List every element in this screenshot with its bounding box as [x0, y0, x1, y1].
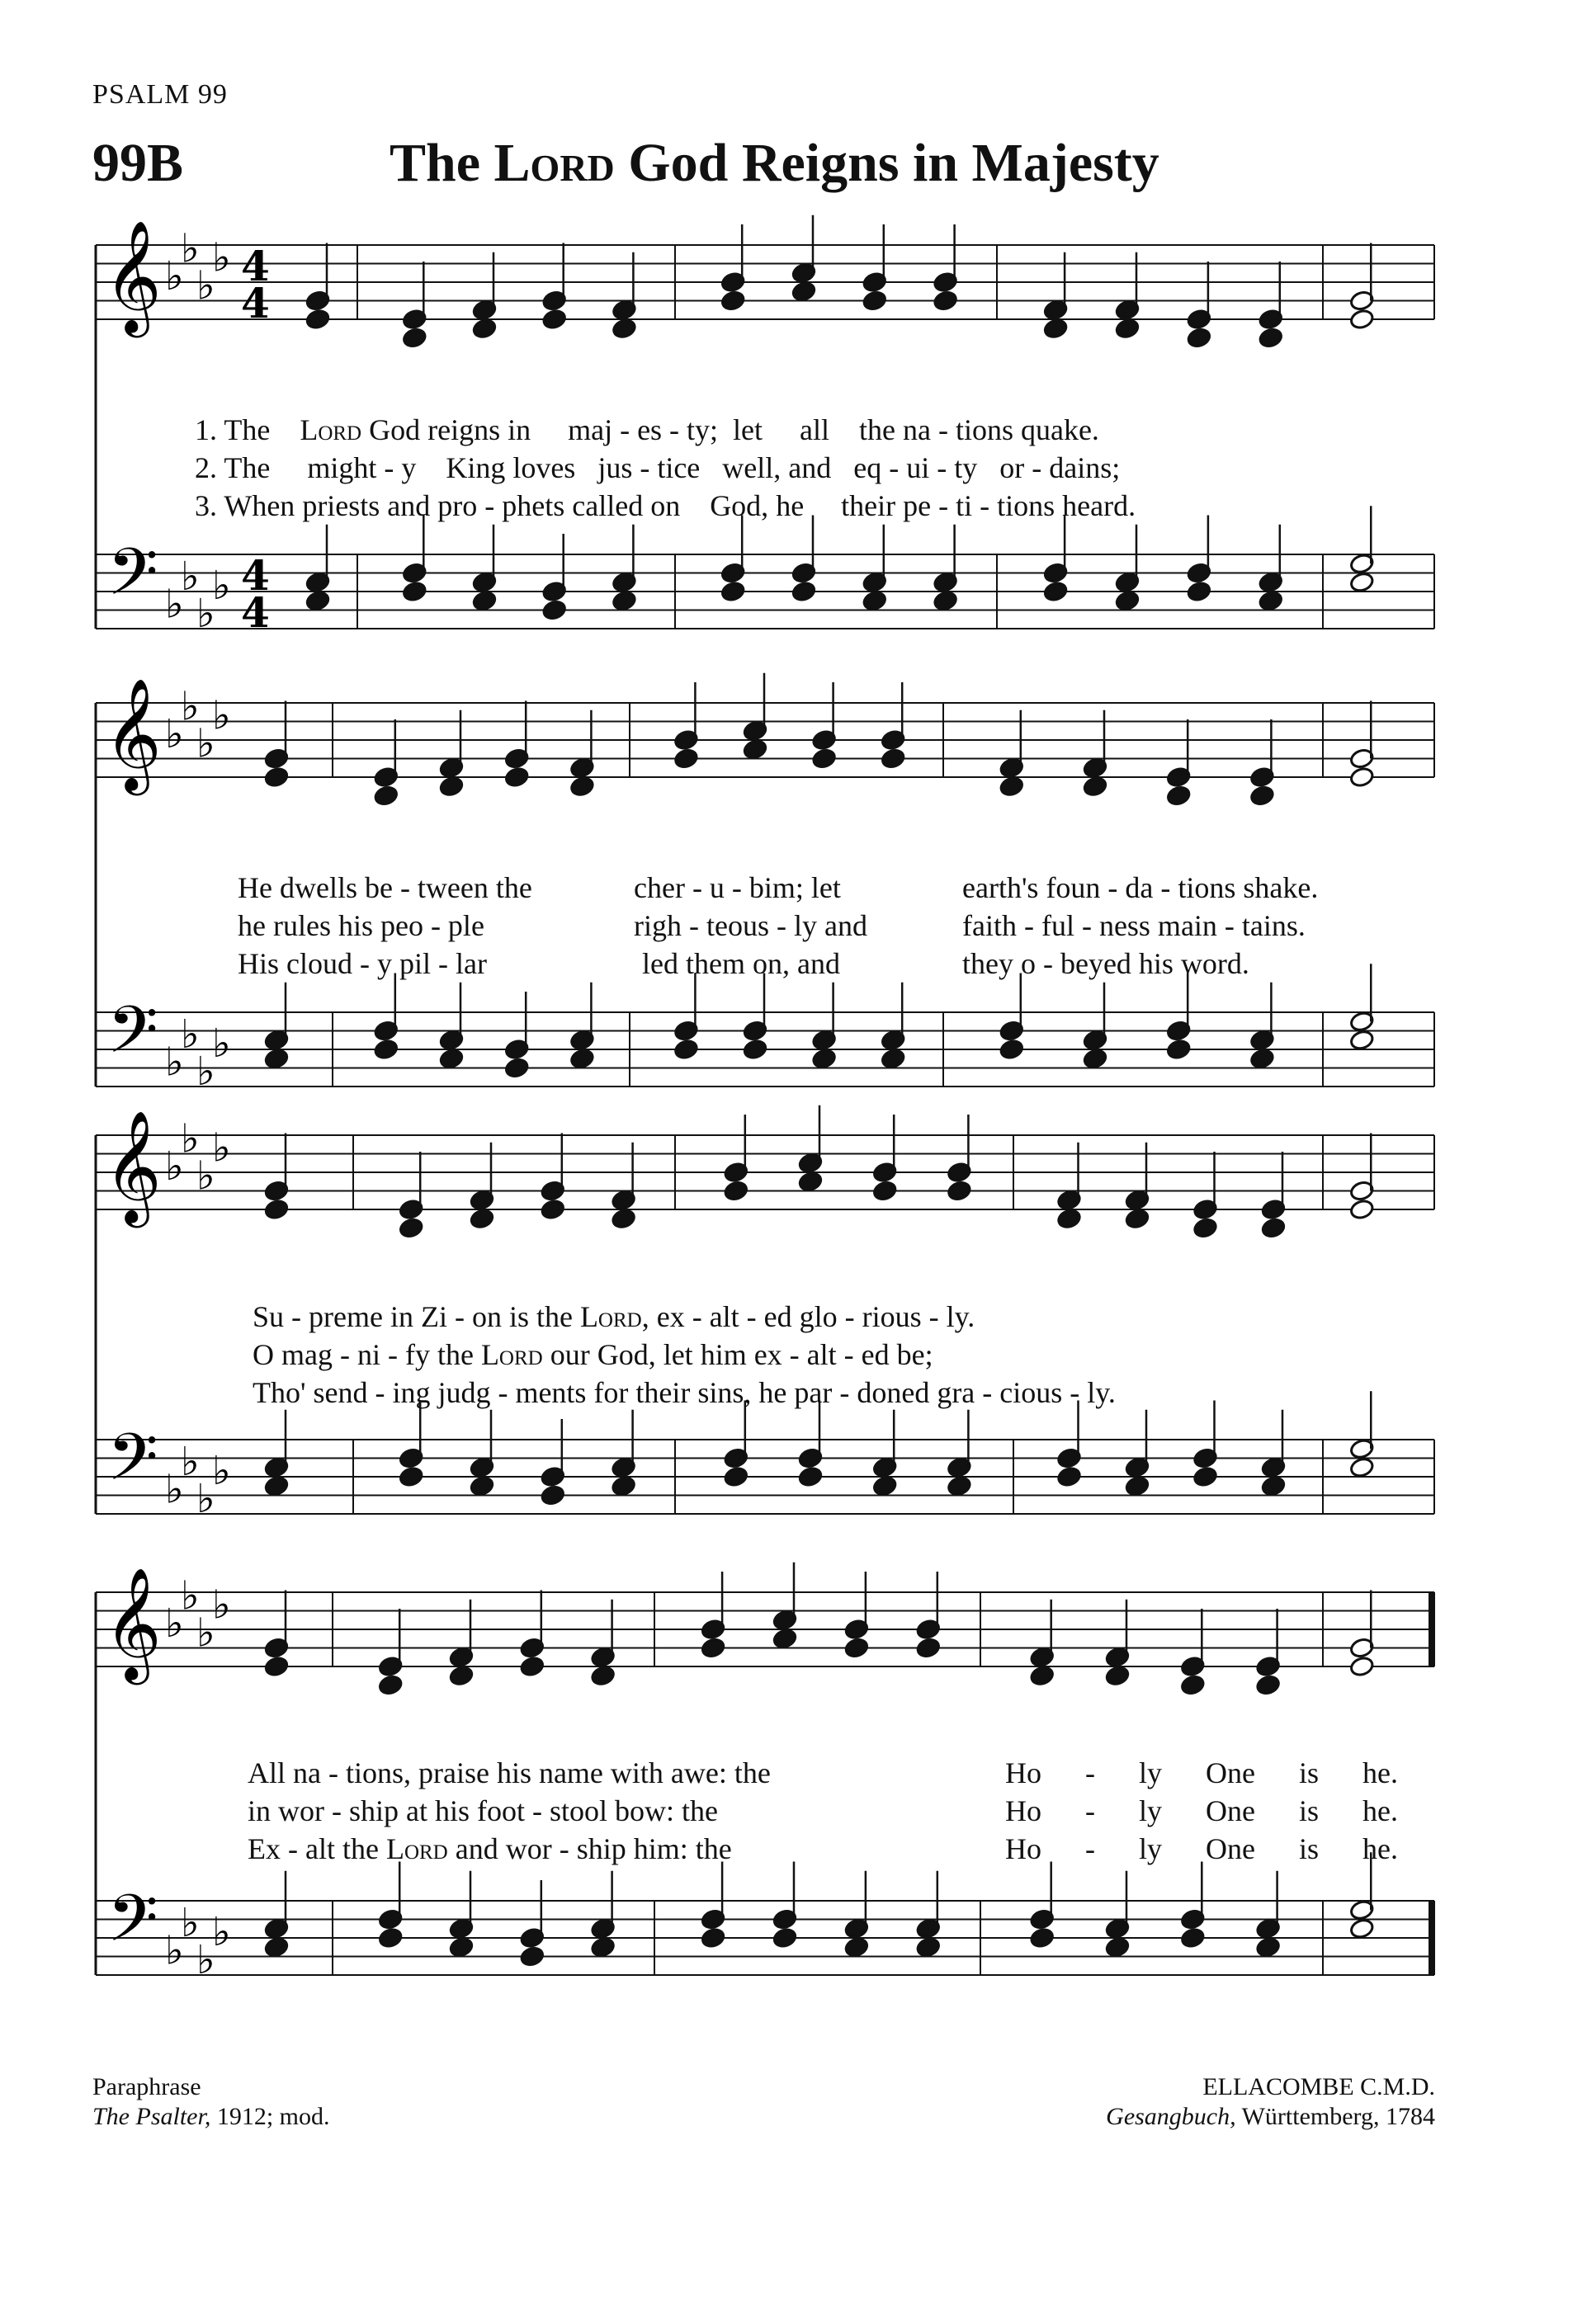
flat-sign: ♭ — [212, 1582, 231, 1629]
note-head — [1192, 1466, 1218, 1488]
note-head — [305, 309, 331, 331]
note-head — [798, 1466, 824, 1488]
lyric-line: He dwells be - tween the — [238, 871, 532, 904]
treble-clef: 𝄞 — [104, 1566, 162, 1680]
note-head — [1186, 581, 1211, 603]
note-head — [264, 1199, 290, 1221]
flat-sign: ♭ — [181, 225, 200, 272]
flat-sign: ♭ — [212, 563, 231, 609]
note-head — [798, 1171, 824, 1193]
note-head — [264, 766, 290, 789]
note-head — [1249, 785, 1275, 807]
note-head — [264, 1048, 290, 1070]
flat-sign: ♭ — [212, 1909, 231, 1955]
note-head — [1166, 1039, 1192, 1061]
note-head — [264, 1656, 290, 1678]
note-head — [541, 309, 567, 331]
note-head — [1083, 775, 1108, 798]
note-head — [611, 1208, 636, 1230]
flat-sign: ♭ — [212, 692, 231, 739]
note-head — [881, 747, 906, 770]
note-head — [472, 318, 498, 340]
lyric-line: they o - beyed his word. — [962, 947, 1249, 980]
lyric-line: Su - preme in Zi - on is the Lord, ex - alt - ed glo - rious - ly. — [253, 1300, 975, 1333]
note-head — [373, 785, 399, 807]
treble-clef: 𝄞 — [104, 676, 162, 790]
note-head — [264, 1936, 290, 1959]
note-head — [915, 1637, 941, 1659]
note-head — [449, 1665, 475, 1687]
note-head — [1029, 1665, 1055, 1687]
tune-credit-line: Gesangbuch, Württemberg, 1784 — [1106, 2103, 1435, 2130]
note-head — [791, 581, 817, 603]
lyric-line: in wor - ship at his foot - stool bow: the — [248, 1794, 718, 1827]
note-head — [540, 1484, 565, 1506]
note-head — [1105, 1665, 1131, 1687]
note-head — [612, 318, 637, 340]
half-note-head — [1349, 1029, 1375, 1051]
flat-sign: ♭ — [181, 683, 200, 730]
note-head — [1166, 785, 1192, 807]
note-head — [1083, 1048, 1108, 1070]
text-credit-line: Paraphrase — [92, 2073, 201, 2100]
note-head — [1043, 581, 1069, 603]
lyric-line: faith - ful - ness main - tains. — [962, 909, 1306, 942]
note-head — [1186, 327, 1211, 349]
note-head — [1261, 1475, 1287, 1497]
half-note-head — [1349, 1917, 1375, 1940]
title-post: God Reigns in Majesty — [614, 133, 1159, 193]
note-head — [673, 747, 699, 770]
note-head — [569, 775, 595, 798]
lyric-line: Ho - ly One is he. — [1005, 1756, 1398, 1789]
note-head — [1255, 1674, 1281, 1696]
note-head — [504, 1057, 530, 1079]
flat-sign: ♭ — [165, 1039, 184, 1086]
flat-sign: ♭ — [196, 1475, 215, 1522]
lyric-line: Ho - ly One is he. — [1005, 1794, 1398, 1827]
note-head — [504, 766, 530, 789]
note-head — [1192, 1217, 1218, 1239]
note-head — [772, 1927, 798, 1949]
bass-clef: 𝄢 — [107, 1880, 158, 1973]
lyric-line: All na - tions, praise his name with awe: the — [248, 1756, 771, 1789]
note-head — [791, 280, 817, 303]
note-head — [612, 590, 637, 612]
flat-sign: ♭ — [181, 1438, 200, 1485]
lyric-line: Ho - ly One is he. — [1005, 1832, 1398, 1865]
note-head — [999, 1039, 1024, 1061]
note-head — [843, 1936, 869, 1959]
note-head — [720, 290, 746, 312]
treble-clef: 𝄞 — [104, 219, 162, 332]
note-head — [701, 1927, 726, 1949]
flat-sign: ♭ — [165, 1143, 184, 1190]
flat-sign: ♭ — [212, 234, 231, 281]
flat-sign: ♭ — [196, 1936, 215, 1983]
note-head — [519, 1656, 545, 1678]
time-signature-denominator: 4 — [241, 588, 270, 637]
note-head — [402, 581, 427, 603]
note-head — [1043, 318, 1069, 340]
note-head — [519, 1945, 545, 1968]
flat-sign: ♭ — [196, 262, 215, 309]
half-note-head — [1349, 1456, 1375, 1478]
title-pre: The — [390, 133, 494, 193]
lyric-line: Tho' send - ing judg - ments for their sins, he par - doned gra - cious - ly. — [253, 1376, 1116, 1409]
note-head — [569, 1048, 595, 1070]
lyric-line: O mag - ni - fy the Lord our God, let him ex - alt - ed be; — [253, 1338, 933, 1371]
note-head — [999, 775, 1024, 798]
time-signature-numerator: 4 — [241, 242, 270, 290]
tune-name: ELLACOMBE C.M.D. — [1202, 2073, 1435, 2100]
note-head — [843, 1637, 869, 1659]
flat-sign: ♭ — [196, 590, 215, 637]
note-head — [811, 1048, 837, 1070]
note-head — [540, 1199, 565, 1221]
psalm-label: PSALM 99 — [92, 79, 228, 110]
note-head — [373, 1039, 399, 1061]
flat-sign: ♭ — [165, 581, 184, 628]
lyric-line: led them on, and — [642, 947, 840, 980]
note-head — [439, 775, 465, 798]
note-head — [305, 590, 331, 612]
flat-sign: ♭ — [181, 1572, 200, 1619]
flat-sign: ♭ — [165, 253, 184, 299]
time-signature-denominator: 4 — [241, 279, 270, 328]
note-head — [1056, 1466, 1082, 1488]
flat-sign: ♭ — [165, 1466, 184, 1513]
bass-clef: 𝄢 — [107, 992, 158, 1084]
note-head — [439, 1048, 465, 1070]
note-head — [1115, 318, 1140, 340]
lyric-line: 3. When priests and pro - phets called on God, he their pe - ti - tions heard. — [195, 489, 1136, 522]
note-head — [1261, 1217, 1287, 1239]
note-head — [449, 1936, 475, 1959]
bass-clef: 𝄢 — [107, 534, 158, 626]
lyric-line: earth's foun - da - tions shake. — [962, 871, 1319, 904]
half-note-head — [1349, 571, 1375, 593]
flat-sign: ♭ — [181, 553, 200, 600]
flat-sign: ♭ — [181, 1011, 200, 1058]
note-head — [947, 1180, 972, 1202]
note-head — [872, 1180, 898, 1202]
note-head — [541, 599, 567, 621]
note-head — [1180, 1927, 1206, 1949]
flat-sign: ♭ — [165, 711, 184, 757]
text-credit-line: The Psalter, 1912; mod. — [92, 2103, 330, 2130]
note-head — [723, 1466, 748, 1488]
note-head — [947, 1475, 972, 1497]
note-head — [378, 1674, 404, 1696]
note-head — [862, 290, 887, 312]
hymn-number: 99B — [92, 133, 184, 193]
note-head — [264, 1475, 290, 1497]
note-head — [402, 327, 427, 349]
lyric-line: Ex - alt the Lord and wor - ship him: the — [248, 1832, 732, 1865]
note-head — [611, 1475, 636, 1497]
tune-credits — [1106, 2072, 1435, 2132]
lyric-line: 2. The might - y King loves jus - tice well, and eq - ui - ty or - dains; — [195, 451, 1121, 484]
half-note-head — [1349, 1199, 1375, 1221]
flat-sign: ♭ — [212, 1448, 231, 1494]
flat-sign: ♭ — [212, 1124, 231, 1171]
flat-sign: ♭ — [196, 1153, 215, 1200]
bass-clef: 𝄢 — [107, 1419, 158, 1511]
note-head — [720, 581, 746, 603]
note-head — [673, 1039, 699, 1061]
note-head — [1180, 1674, 1206, 1696]
note-head — [1125, 1475, 1150, 1497]
note-head — [1029, 1927, 1055, 1949]
note-head — [590, 1936, 616, 1959]
note-head — [1115, 590, 1140, 612]
note-head — [723, 1180, 748, 1202]
note-head — [881, 1048, 906, 1070]
flat-sign: ♭ — [181, 1899, 200, 1946]
lyric-line: righ - teous - ly and — [634, 909, 867, 942]
note-head — [399, 1466, 424, 1488]
flat-sign: ♭ — [196, 720, 215, 767]
note-head — [1255, 1936, 1281, 1959]
note-head — [1258, 590, 1283, 612]
treble-clef: 𝄞 — [104, 1109, 162, 1223]
note-head — [590, 1665, 616, 1687]
note-head — [1056, 1208, 1082, 1230]
note-head — [470, 1208, 495, 1230]
note-head — [472, 590, 498, 612]
note-head — [470, 1475, 495, 1497]
flat-sign: ♭ — [196, 1610, 215, 1657]
flat-sign: ♭ — [165, 1600, 184, 1647]
note-head — [1105, 1936, 1131, 1959]
note-head — [862, 590, 887, 612]
lyric-line: 1. The Lord God reigns in maj - es - ty; let all the na - tions quake. — [195, 413, 1099, 446]
note-head — [915, 1936, 941, 1959]
flat-sign: ♭ — [212, 1021, 231, 1067]
note-head — [933, 290, 958, 312]
note-head — [701, 1637, 726, 1659]
lyric-line: His cloud - y pil - lar — [238, 947, 487, 980]
text-credits — [92, 2072, 330, 2132]
note-head — [811, 747, 837, 770]
flat-sign: ♭ — [196, 1048, 215, 1095]
note-head — [1125, 1208, 1150, 1230]
note-head — [1258, 327, 1283, 349]
title-lord: Lord — [493, 133, 615, 193]
half-note-head — [1349, 766, 1375, 789]
note-head — [378, 1927, 404, 1949]
flat-sign: ♭ — [181, 1115, 200, 1162]
flat-sign: ♭ — [165, 1927, 184, 1974]
note-head — [1249, 1048, 1275, 1070]
note-head — [743, 1039, 768, 1061]
half-note-head — [1349, 309, 1375, 331]
note-head — [933, 590, 958, 612]
time-signature-numerator: 4 — [241, 551, 270, 600]
note-head — [743, 738, 768, 761]
note-head — [399, 1217, 424, 1239]
lyric-line: he rules his peo - ple — [238, 909, 484, 942]
lyric-line: cher - u - bim; let — [634, 871, 841, 904]
note-head — [872, 1475, 898, 1497]
half-note-head — [1349, 1656, 1375, 1678]
note-head — [772, 1628, 798, 1650]
